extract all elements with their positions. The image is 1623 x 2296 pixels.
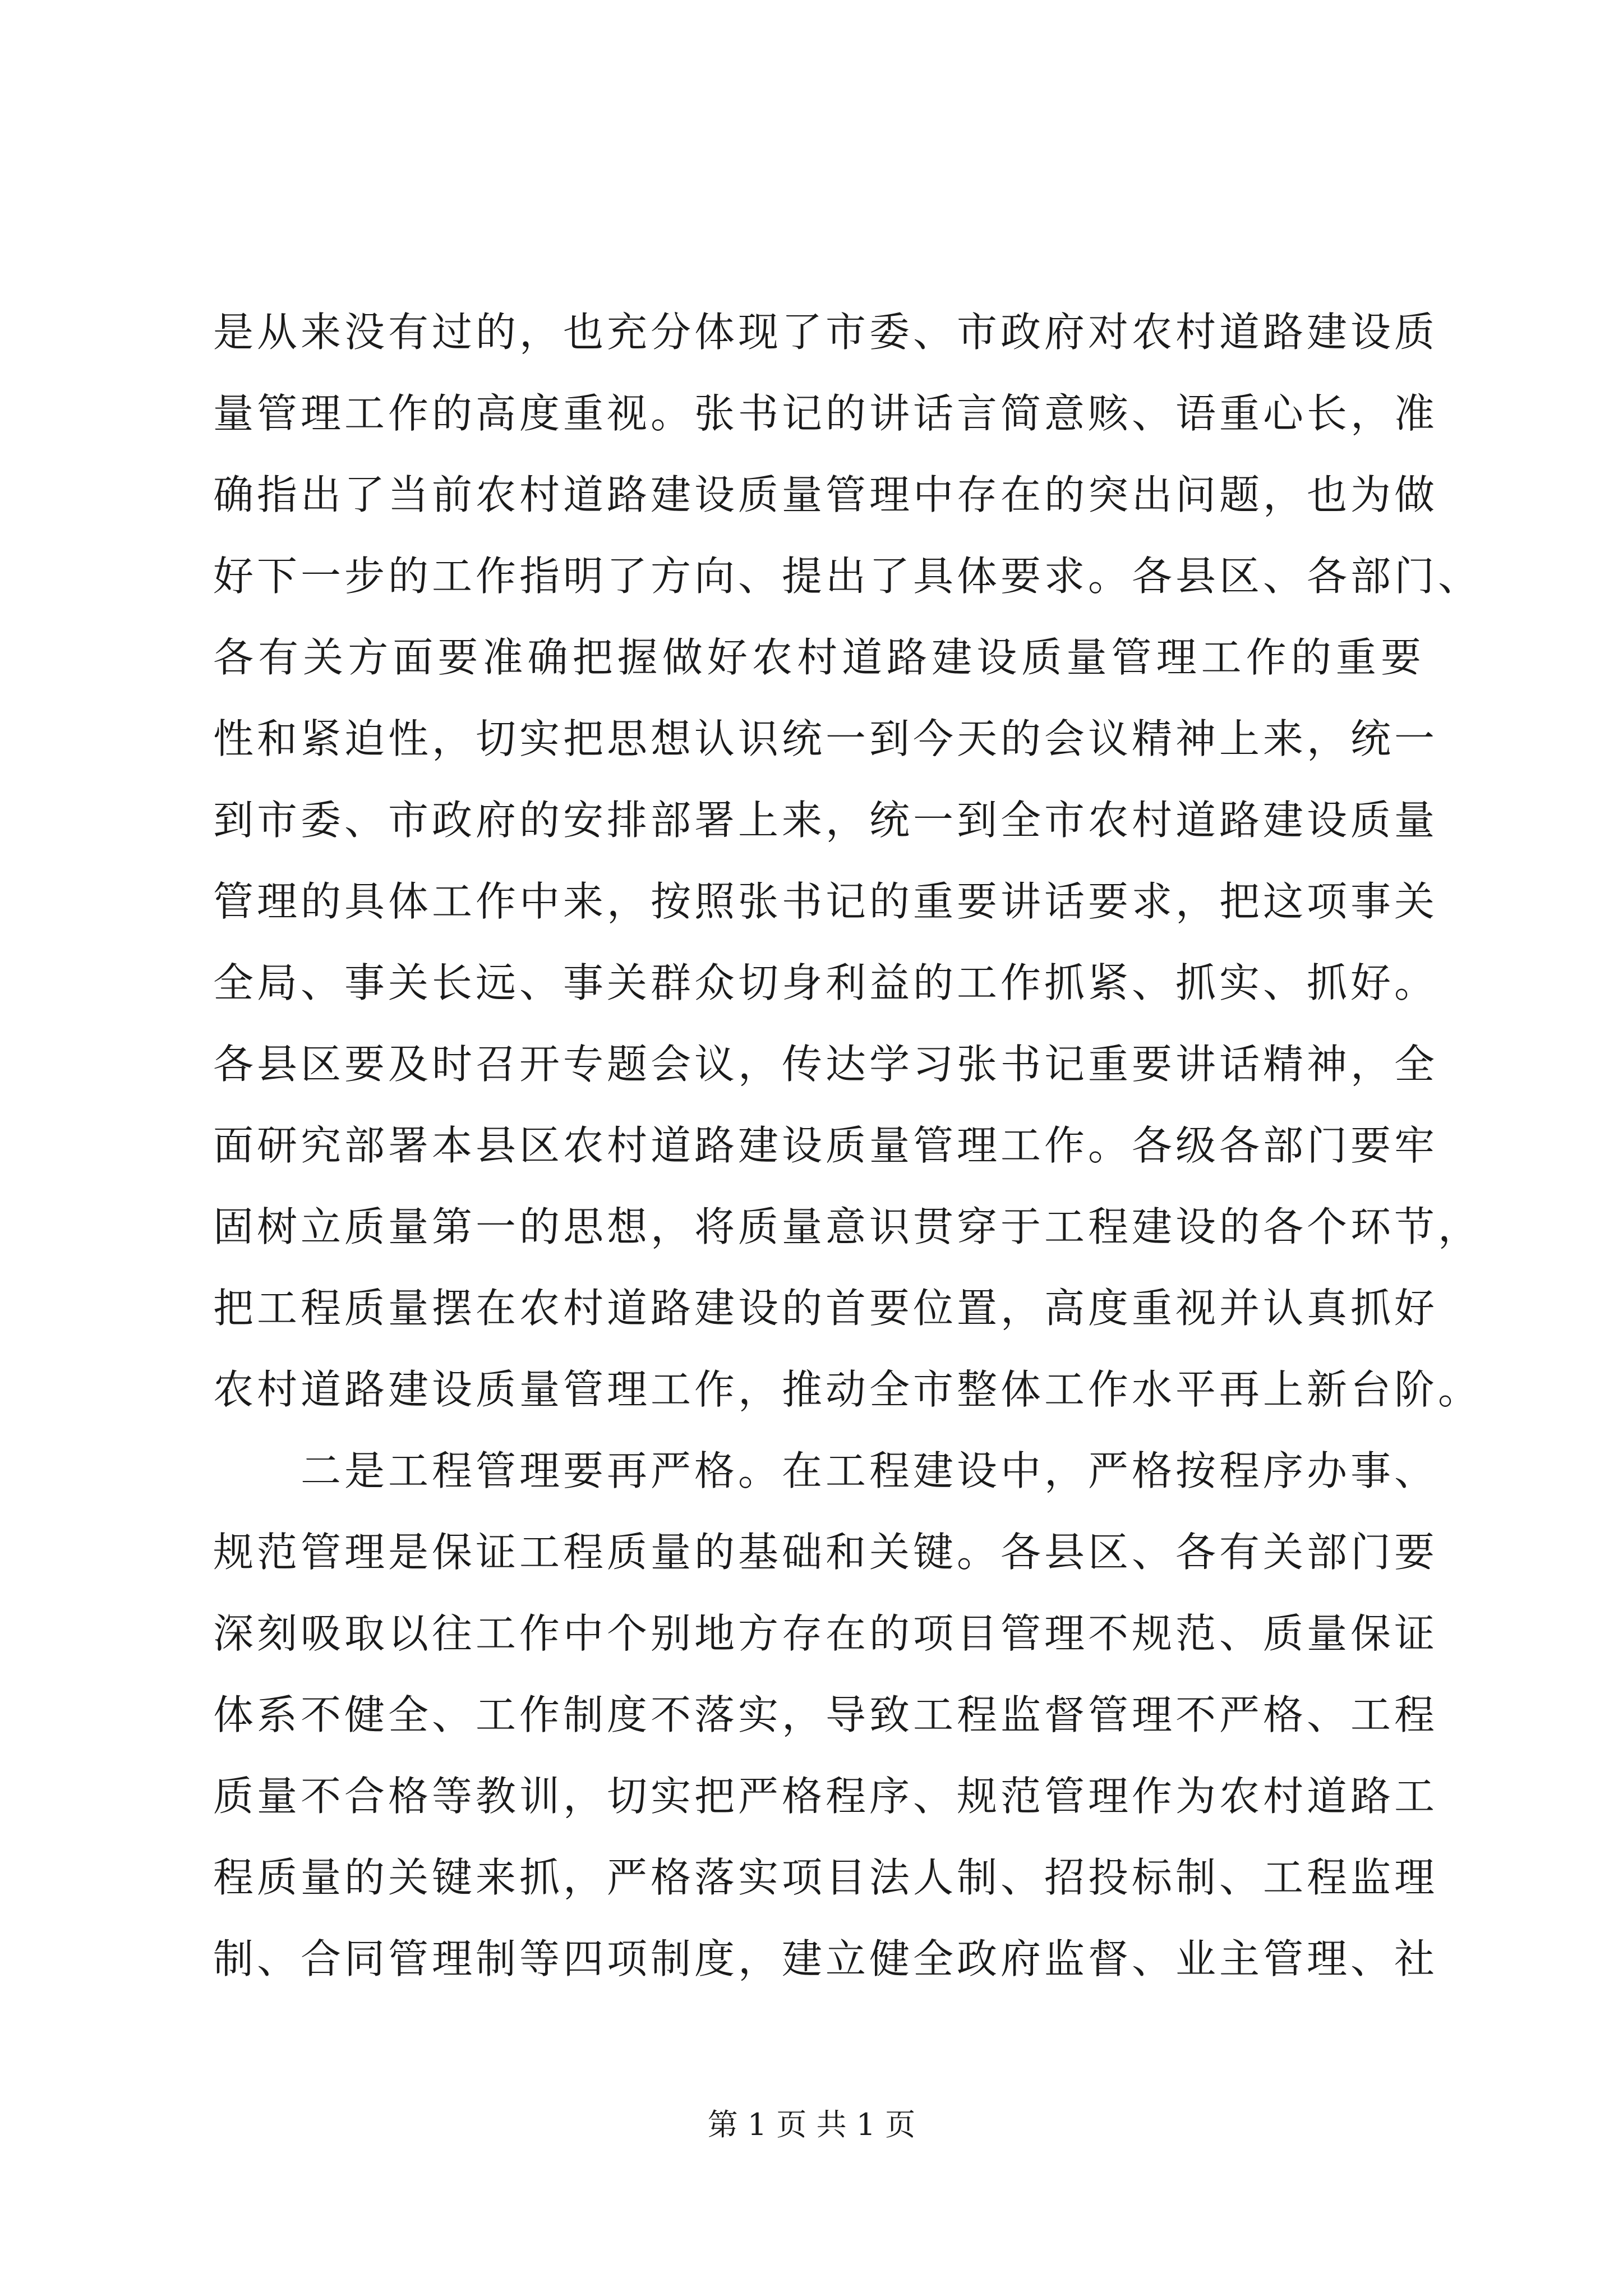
text-line: 各有关方面要准确把握做好农村道路建设质量管理工作的重要 (213, 634, 1424, 681)
page-footer (0, 2101, 1623, 2144)
text-line: 确指出了当前农村道路建设质量管理中存在的突出问题，也为做 (213, 471, 1438, 518)
page-number-label: 第 1 页 共 1 页 (707, 2107, 916, 2142)
text-line: 管理的具体工作中来，按照张书记的重要讲话要求，把这项事关 (213, 878, 1438, 925)
text-line: 制、合同管理制等四项制度，建立健全政府监督、业主管理、社 (213, 1935, 1438, 1982)
text-line: 量管理工作的高度重视。张书记的讲话言简意赅、语重心长，准 (213, 390, 1438, 437)
text-line: 性和紧迫性，切实把思想认识统一到今天的会议精神上来，统一 (213, 715, 1438, 762)
text-line: 面研究部署本县区农村道路建设质量管理工作。各级各部门要牢 (213, 1122, 1438, 1169)
text-line: 各县区要及时召开专题会议，传达学习张书记重要讲话精神，全 (213, 1041, 1438, 1088)
text-line: 全局、事关长远、事关群众切身利益的工作抓紧、抓实、抓好。 (213, 959, 1438, 1006)
text-line: 体系不健全、工作制度不落实，导致工程监督管理不严格、工程 (213, 1691, 1438, 1738)
text-line: 是从来没有过的，也充分体现了市委、市政府对农村道路建设质 (213, 309, 1438, 356)
text-line: 固树立质量第一的思想，将质量意识贯穿于工程建设的各个环节， (213, 1203, 1482, 1250)
paragraph-start-line: 二是工程管理要再严格。在工程建设中，严格按程序办事、 (301, 1447, 1438, 1494)
text-line: 好下一步的工作指明了方向、提出了具体要求。各县区、各部门、 (213, 553, 1482, 600)
text-line: 质量不合格等教训，切实把严格程序、规范管理作为农村道路工 (213, 1773, 1438, 1820)
document-body (213, 292, 1482, 2000)
text-line: 规范管理是保证工程质量的基础和关键。各县区、各有关部门要 (213, 1529, 1438, 1576)
text-line: 程质量的关键来抓，严格落实项目法人制、招投标制、工程监理 (213, 1854, 1438, 1901)
text-line: 把工程质量摆在农村道路建设的首要位置，高度重视并认真抓好 (213, 1285, 1438, 1332)
text-line: 深刻吸取以往工作中个别地方存在的项目管理不规范、质量保证 (213, 1610, 1438, 1657)
text-line: 到市委、市政府的安排部署上来，统一到全市农村道路建设质量 (213, 797, 1438, 844)
text-line: 农村道路建设质量管理工作，推动全市整体工作水平再上新台阶。 (213, 1366, 1482, 1413)
